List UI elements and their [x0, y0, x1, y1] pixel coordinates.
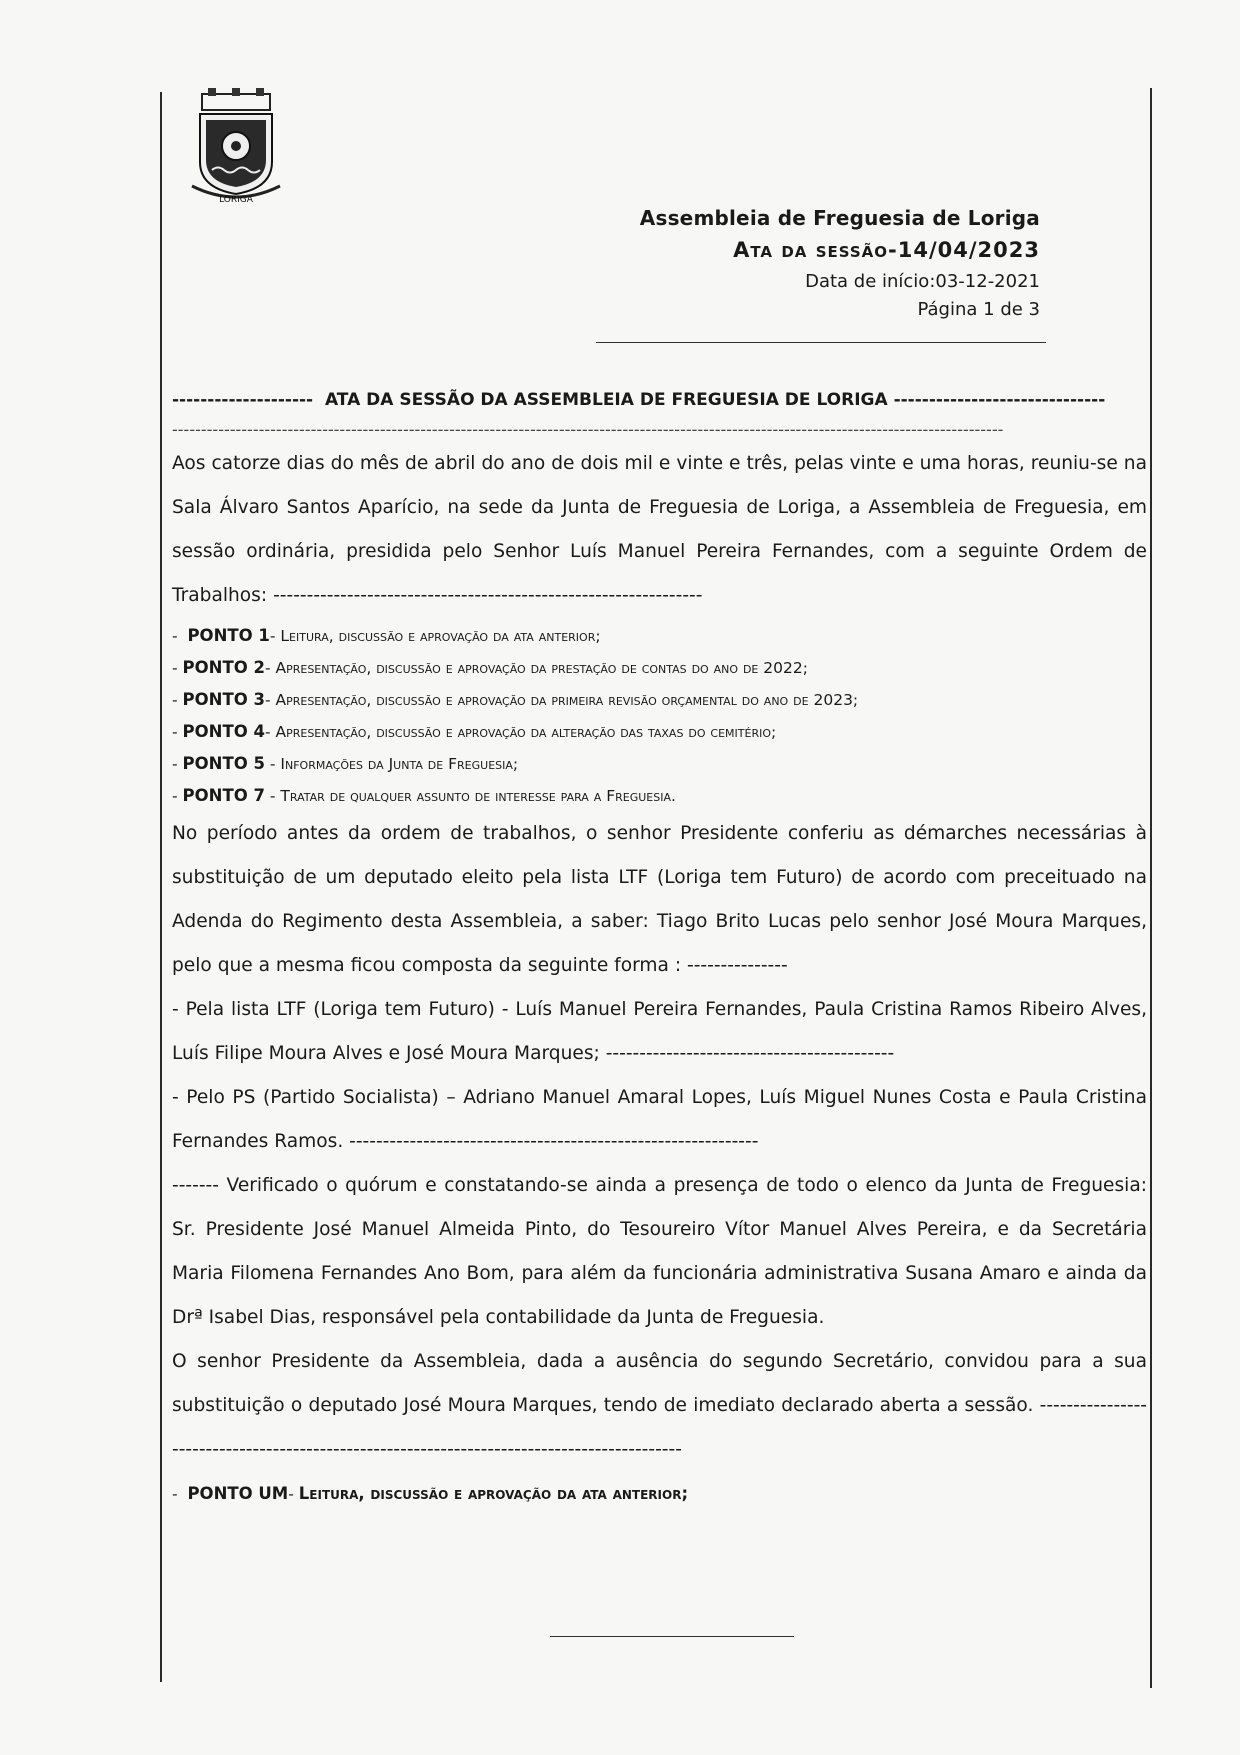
start-date: Data de início:03-12-2021	[805, 271, 1040, 292]
paragraph-ltf-list: - Pela lista LTF (Loriga tem Futuro) - Luís Manuel Pereira Fernandes, Paula Cristina Ramos Ribeiro Alves, Luís Filipe Moura Alves e José Moura Marques; -------------------------------------------	[172, 999, 1147, 1064]
footer-rule	[550, 1636, 794, 1637]
agenda-item: - PONTO 3- Apresentação, discussão e aprovação da primeira revisão orçamental do ano de 2023;	[172, 690, 859, 709]
session-title: Ata da sessão-14/04/2023	[733, 238, 1040, 262]
agenda-point-one-heading: - PONTO UM- Leitura, discussão e aprovação da ata anterior;	[172, 1484, 689, 1503]
paragraph-substitution: No período antes da ordem de trabalhos, o senhor Presidente conferiu as démarches necessárias à substituição de um deputado eleito pela lista LTF (Loriga tem Futuro) de acordo com preceituado na Adenda do Regimento desta Assembleia, a saber: Tiago Brito Lucas pelo senhor José Moura Marques, pelo que a mesma ficou composta da seguinte forma : ---------------	[172, 823, 1147, 976]
paragraph-ps-list: - Pelo PS (Partido Socialista) – Adriano Manuel Amaral Lopes, Luís Miguel Nunes Costa e Paula Cristina Fernandes Ramos. -------------------------------------------------------------	[172, 1087, 1147, 1152]
agenda-list	[172, 620, 1147, 812]
header-rule	[596, 342, 1046, 343]
minutes-body	[172, 390, 1147, 1510]
right-margin-line	[1150, 88, 1152, 1688]
intro-paragraph: Aos catorze dias do mês de abril do ano de dois mil e vinte e três, pelas vinte e uma horas, reuniu-se na Sala Álvaro Santos Aparício, na sede da Junta de Freguesia de Loriga, a Assembleia de Freguesia, em sessão ordinária, presidida pelo Senhor Luís Manuel Pereira Fernandes, com a seguinte Ordem de Trabalhos: ----------------------------------------------------------------	[172, 453, 1147, 606]
page-number: Página 1 de 3	[917, 299, 1040, 320]
document-header	[480, 206, 1040, 324]
agenda-item: - PONTO 4- Apresentação, discussão e aprovação da alteração das taxas do cemitério;	[172, 722, 777, 741]
agenda-item: - PONTO 1- Leitura, discussão e aprovação da ata anterior;	[172, 626, 601, 645]
paragraph-secretary: O senhor Presidente da Assembleia, dada a ausência do segundo Secretário, convidou para a sua substituição o deputado José Moura Marques, tendo de imediato declarado aberta a sessão. --------------------------------------------------------------------------------------------	[172, 1351, 1147, 1460]
crest-label: LORIGA	[219, 195, 253, 205]
loriga-coat-of-arms	[190, 88, 282, 208]
dash-separator: ------------------------------------------------------------------------------------------------------------------------------------------------	[172, 420, 1004, 439]
minutes-heading: -------------------- ATA DA SESSÃO DA ASSEMBLEIA DE FREGUESIA DE LORIGA ------------------------------	[172, 390, 1106, 410]
left-margin-line	[160, 92, 162, 1682]
assembly-title: Assembleia de Freguesia de Loriga	[639, 206, 1040, 230]
agenda-item: - PONTO 5 - Informações da Junta de Freguesia;	[172, 754, 519, 773]
paragraph-quorum: ------- Verificado o quórum e constatando-se ainda a presença de todo o elenco da Junta de Freguesia: Sr. Presidente José Manuel Almeida Pinto, do Tesoureiro Vítor Manuel Alves Pereira, e da Secretária Maria Filomena Fernandes Ano Bom, para além da funcionária administrativa Susana Amaro e ainda da Drª Isabel Dias, responsável pela contabilidade da Junta de Freguesia.	[172, 1175, 1147, 1328]
agenda-item: - PONTO 2- Apresentação, discussão e aprovação da prestação de contas do ano de 2022;	[172, 658, 808, 677]
agenda-item: - PONTO 7 - Tratar de qualquer assunto de interesse para a Freguesia.	[172, 786, 676, 805]
